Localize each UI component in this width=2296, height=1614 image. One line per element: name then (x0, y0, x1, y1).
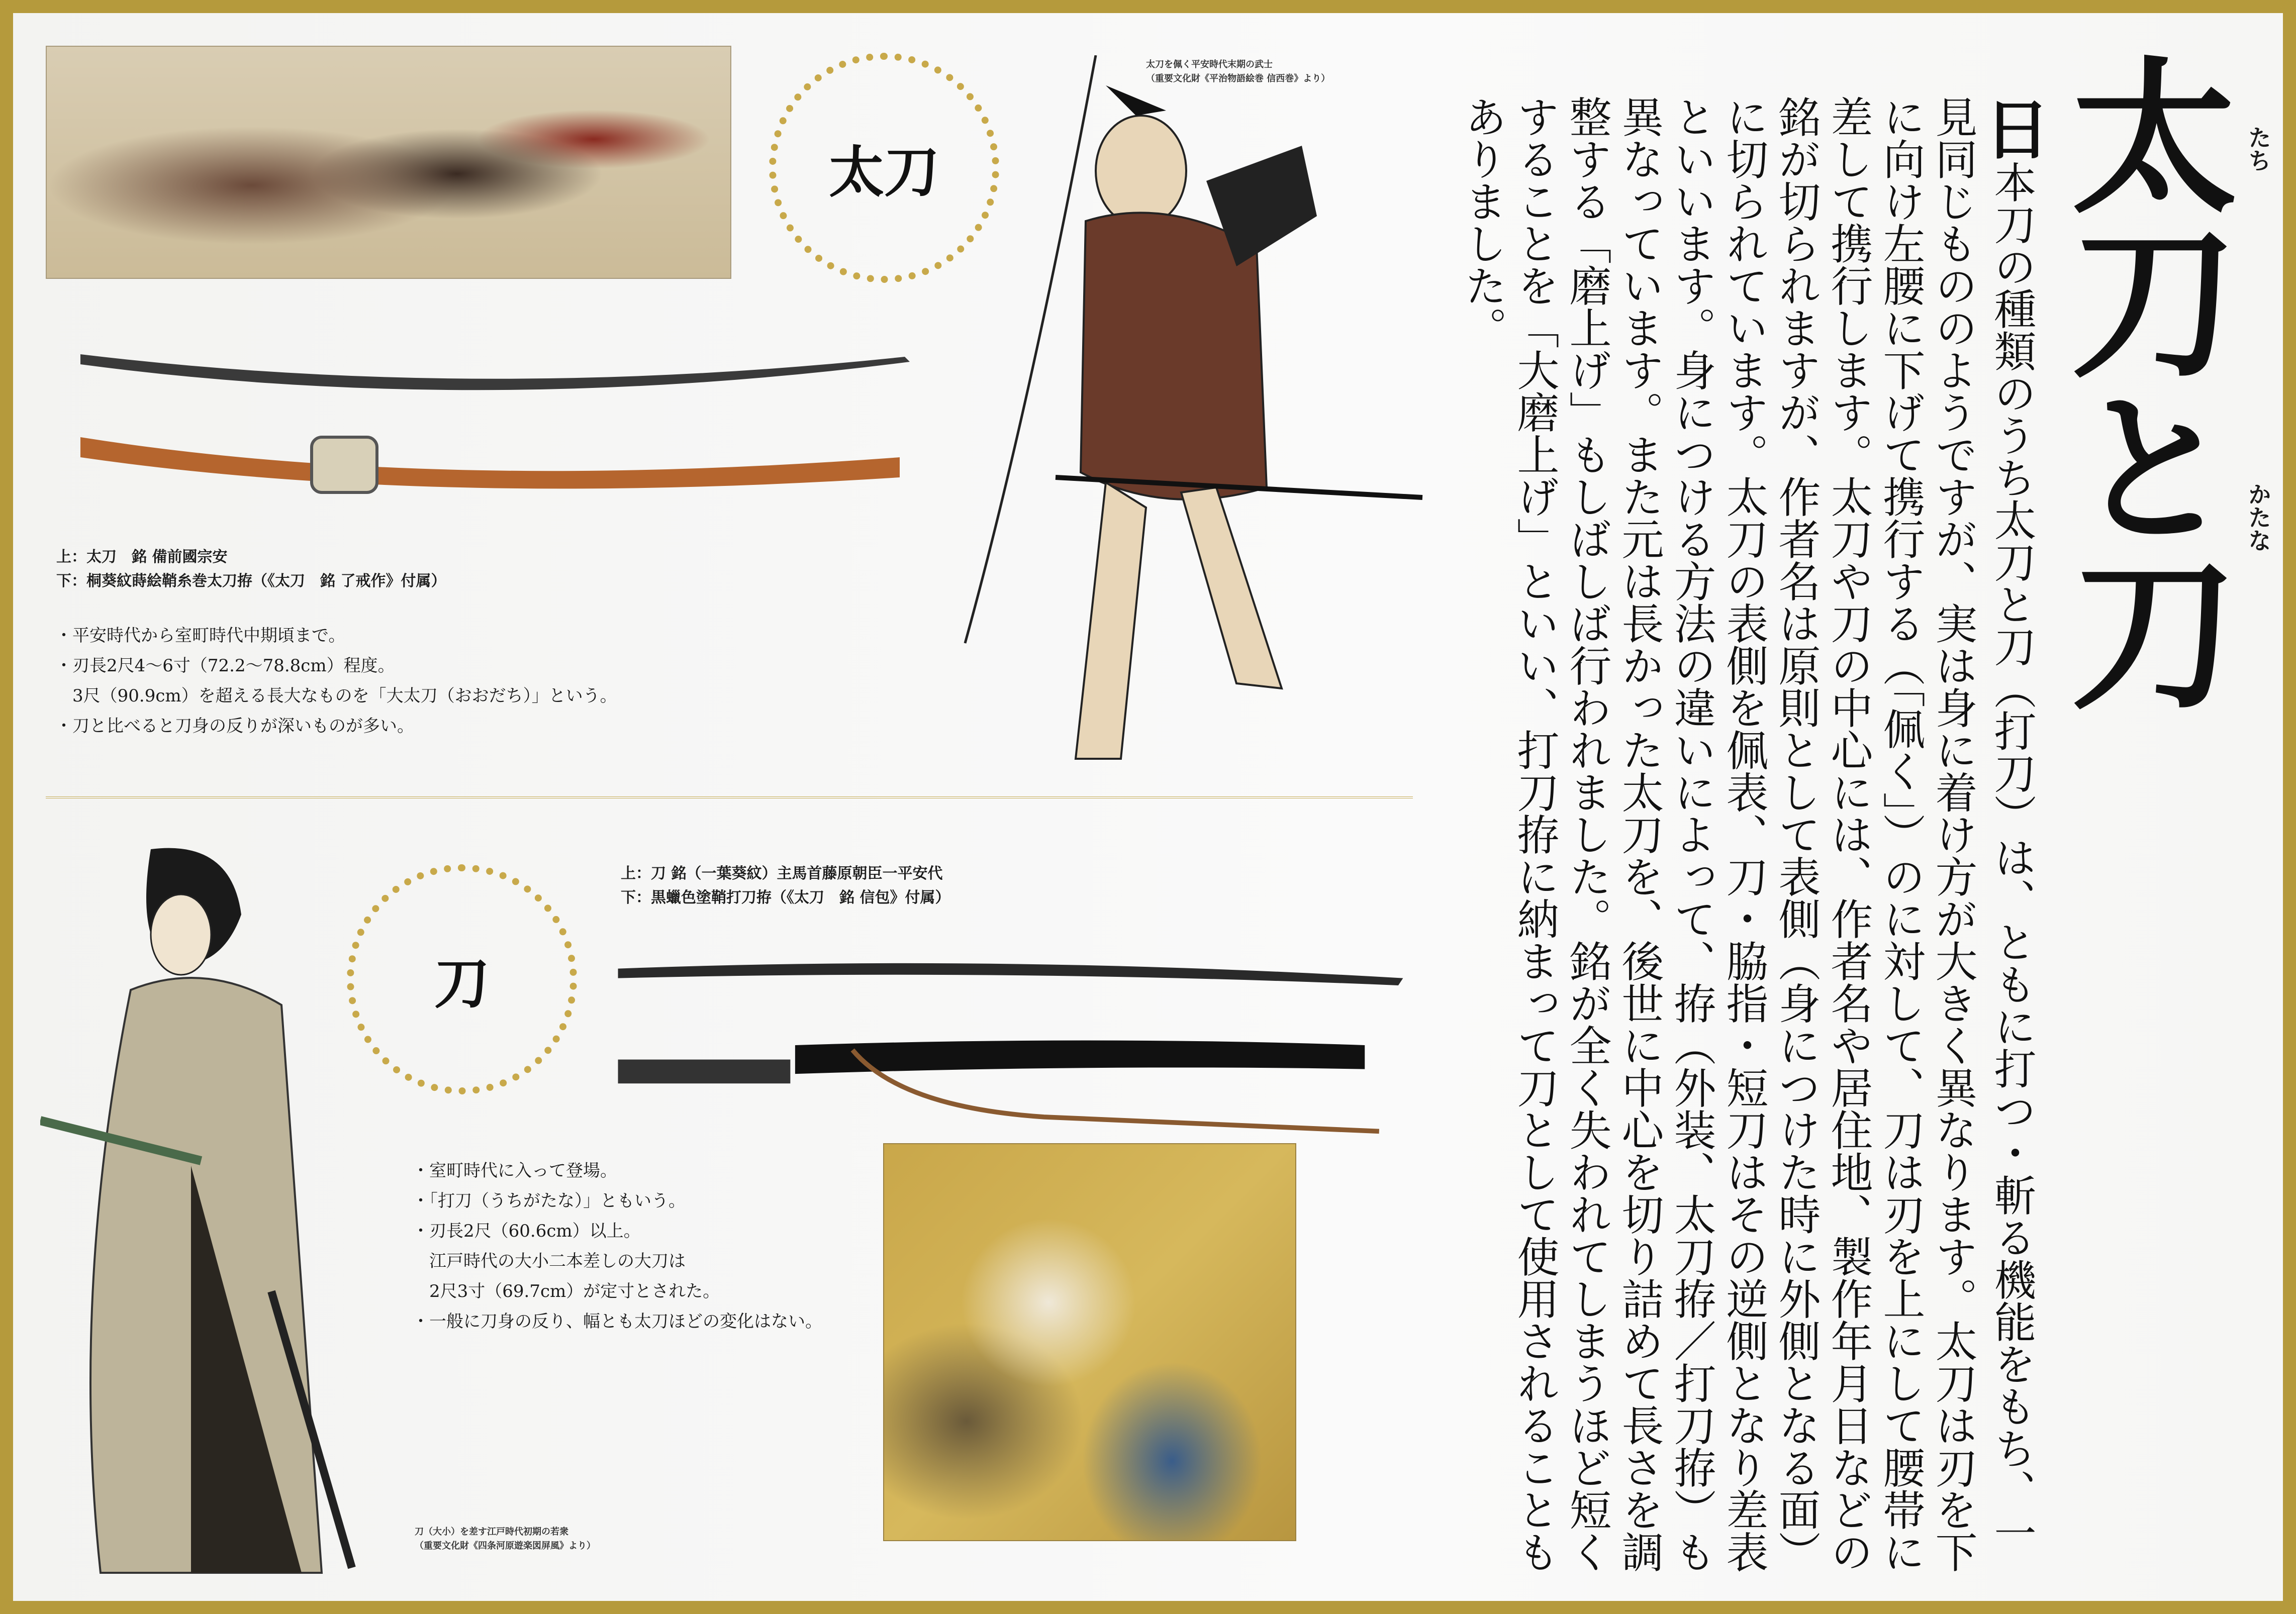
katana-bullet: 江戸時代の大小二本差しの大刀は (412, 1251, 686, 1271)
katana-caption-lower: 下：黒蠟色塗鞘打刀拵（《太刀 銘 信包》付属） (621, 889, 950, 906)
katana-caption-upper: 上：刀 銘（一葉葵紋）主馬首藤原朝臣一平安代 (621, 865, 943, 882)
katana-scabbard (795, 1040, 1365, 1074)
tachi-koshirae (80, 437, 900, 489)
title-ruby-tachi: たち (2245, 126, 2272, 172)
katana-swords-image (613, 945, 1417, 1146)
tachi-fittings (312, 437, 377, 492)
page-title: 太刀と刀 (2044, 50, 2239, 714)
katana-bullet: ・一般に刀身の反り、幅とも太刀ほどの変化はない。 (412, 1312, 822, 1332)
katana-sword-captions (621, 862, 950, 910)
wakashu-caption-line: 刀（大小）を差す江戸時代初期の若衆 (415, 1527, 568, 1537)
tachi-bullet: ・刀と比べると刀身の反りが深いものが多い。 (55, 716, 414, 736)
wakashu-caption-line: （重要文化財《四条河原遊楽図屏風》より） (415, 1541, 596, 1551)
heiji-scroll-painting (46, 46, 731, 279)
drop-cap: 日 (1974, 95, 2051, 161)
tachi-bullet: ・平安時代から室町時代中期頃まで。 (55, 626, 346, 646)
katana-bullet: ・室町時代に入って登場。 (412, 1161, 617, 1181)
tachi-bullet: ・刃長2尺4～6寸（72.2～78.8cm）程度。 (55, 656, 395, 676)
tachi-bullet: 3尺（90.9cm）を超える長大なものを「大太刀（おおだち）」という。 (55, 686, 617, 706)
tachi-sword-captions (56, 545, 446, 593)
shijo-gawara-screen-painting (883, 1143, 1296, 1541)
section-divider (46, 796, 1413, 798)
katana-bullet: 2尺3寸（69.7cm）が定寸とされた。 (412, 1281, 720, 1301)
tachi-blade (80, 354, 910, 390)
edo-wakashu-illustration (40, 839, 372, 1583)
tachi-caption-upper: 上：太刀 銘 備前國宗安 (56, 548, 228, 566)
katana-label: 刀 (434, 951, 490, 1016)
tachi-bullets (55, 621, 617, 741)
main-body-text (1457, 95, 2051, 1583)
tachi-label: 太刀 (829, 140, 939, 205)
body-paragraph: 本刀の種類のうち太刀と刀（打刀）は、ともに打つ・斬る機能をもち、一見同じもののようですが、実は身に着け方が大きく異なります。太刀は刃を下に向け左腰に下げて携行する（「佩く」）のに対して、刀は刃を上にして腰帯に差して携行します。太刀や刀の中心には、作者名や居住地、製作年月日などの銘が切られますが、作者名は原則として表側（身につけた時に外側となる面）に切られています。太刀の表側を佩表、刀・脇指・短刀はその逆側となり差表といいます。身につける方法の違いによって、拵（外装、太刀拵／打刀拵）も異なっています。また元は長かった太刀を、後世に中心を切り詰めて長さを調整する「磨上げ」もしばしば行われました。銘が全く失われてしまうほど短くすることを「大磨上げ」といい、打刀拵に納まって刀として使用されることもありました。 (1458, 95, 2037, 1573)
warrior-caption-line: （重要文化財《平治物語絵巻 信西巻》より） (1146, 73, 1330, 84)
katana-bullet: ・「打刀（うちがたな）」ともいう。 (412, 1191, 686, 1211)
katana-bullet: ・刃長2尺（60.6cm）以上。 (412, 1221, 641, 1241)
wakashu-caption (415, 1525, 596, 1553)
title-ruby-katana: かたな (2245, 482, 2272, 552)
warrior-caption-line: 太刀を佩く平安時代末期の武士 (1146, 59, 1273, 70)
katana-blade (618, 963, 1403, 985)
katana-hilt (618, 1060, 791, 1084)
katana-bullets (412, 1156, 822, 1337)
tachi-swords-image (75, 342, 920, 543)
tachi-caption-lower: 下：桐葵紋蒔絵鞘糸巻太刀拵（《太刀 銘 了戒作》付属） (56, 572, 446, 590)
heian-warrior-illustration (955, 55, 1432, 784)
katana-badge (347, 864, 577, 1094)
